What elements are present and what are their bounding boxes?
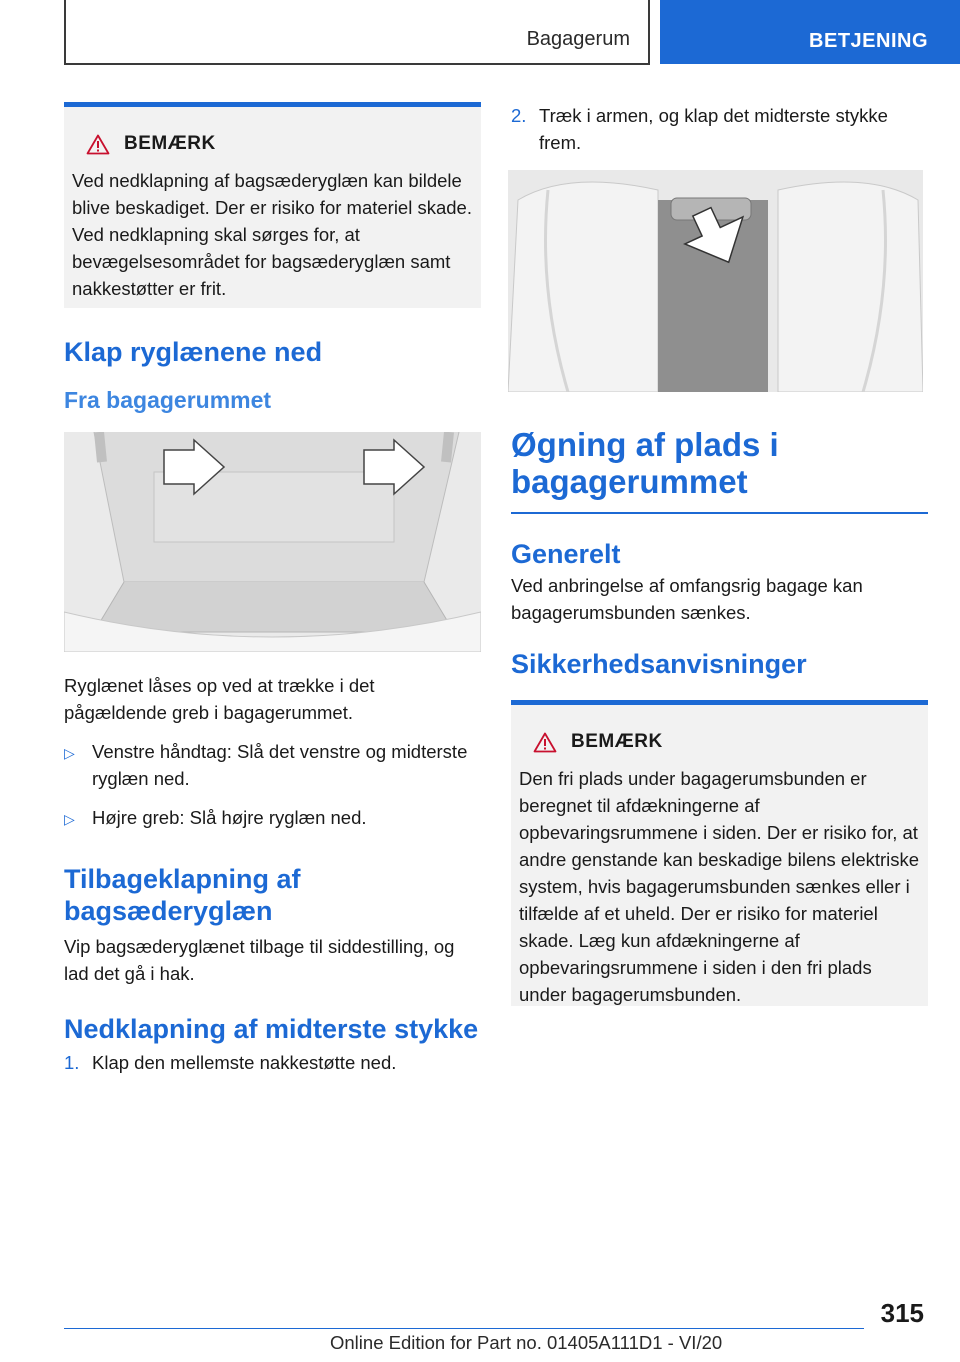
step-item: [511, 102, 928, 156]
subheading-from-trunk: Fra bagagerummet: [64, 387, 272, 413]
header-box: [64, 0, 650, 65]
list-item-text: Venstre håndtag: Slå det venstre og midterste ryglæn ned.: [92, 741, 468, 789]
note-text: Den fri plads under bagagerumsbunden er beregnet til afdækningerne af opbevaringsrummene i siden. Der er risiko for, at andre genstande kan beskadige bilens elektriske system, hvis bagagerumsbunden sænkes eller i tilfælde af et uheld. Der er risiko for materiel skade. Læg kun afdækningerne af opbevaringsrummene i siden i den fri plads under bagagerumsbunden.: [519, 768, 920, 1005]
seat-drawing: [508, 170, 923, 392]
note-header: [519, 731, 920, 753]
note-text: Ved nedklapning af bagsæderyglæn kan bildele blive beskadiget. Der er risiko for materiel skade. Ved nedklapning skal sørges for, at bevægelsesområdet for bagsæderyglæn samt nakkestøtter er frit.: [72, 170, 472, 299]
note-title: BEMÆRK: [124, 133, 216, 154]
left-column: [64, 102, 481, 1076]
warning-triangle-icon: [533, 732, 557, 753]
trunk-drawing: [64, 432, 481, 652]
list-item: [64, 804, 481, 833]
section-title: Bagagerum: [526, 28, 630, 50]
warning-note: [64, 102, 481, 308]
seat-illustration: [508, 170, 923, 392]
step-number: 1.: [64, 1052, 80, 1073]
edition-footer[interactable]: Online Edition for Part no. 01405A111D1 - VI/20: [330, 1332, 723, 1353]
footer-rule: [64, 1328, 864, 1329]
step-item: [64, 1049, 481, 1076]
chapter-tab[interactable]: [660, 0, 960, 64]
heading-rule: [511, 512, 928, 514]
trunk-paragraph: Ryglænet låses op ved at trække i det pågældende greb i bagagerummet.: [64, 675, 375, 723]
trunk-illustration: [64, 432, 481, 652]
general-paragraph: Ved anbringelse af omfangsrig bagage kan bagagerumsbunden sænkes.: [511, 575, 863, 623]
list-item-text: Højre greb: Slå højre ryglæn ned.: [92, 807, 367, 828]
triangle-bullet-icon: ▷: [64, 811, 75, 827]
triangle-bullet-icon: ▷: [64, 745, 75, 761]
step-text: Klap den mellemste nakkestøtte ned.: [92, 1052, 397, 1073]
chapter-title: BETJENING: [809, 30, 928, 52]
warning-triangle-icon: [86, 134, 110, 155]
right-column: [511, 102, 928, 1006]
note-title: BEMÆRK: [571, 731, 663, 752]
heading-fold-down: Klap ryglænene ned: [64, 337, 323, 367]
heading-fold-back: Tilbageklapning af bagsæderyglæn: [64, 864, 301, 926]
step-number: 2.: [511, 105, 527, 126]
note-header: [72, 133, 473, 155]
page-number: 315: [880, 1298, 924, 1328]
heading-safety: Sikkerhedsanvisninger: [511, 649, 807, 679]
heading-general: Generelt: [511, 539, 621, 569]
warning-note: [511, 700, 928, 1006]
fold-back-paragraph: Vip bagsæderyglænet tilbage til siddestilling, og lad det gå i hak.: [64, 936, 455, 984]
heading-increase-space: Øgning af plads i bagagerummet: [511, 426, 779, 500]
list-item: [64, 738, 481, 792]
heading-middle-section: Nedklapning af midterste stykke: [64, 1014, 479, 1044]
step-text: Træk i armen, og klap det midterste stykke frem.: [539, 105, 888, 153]
